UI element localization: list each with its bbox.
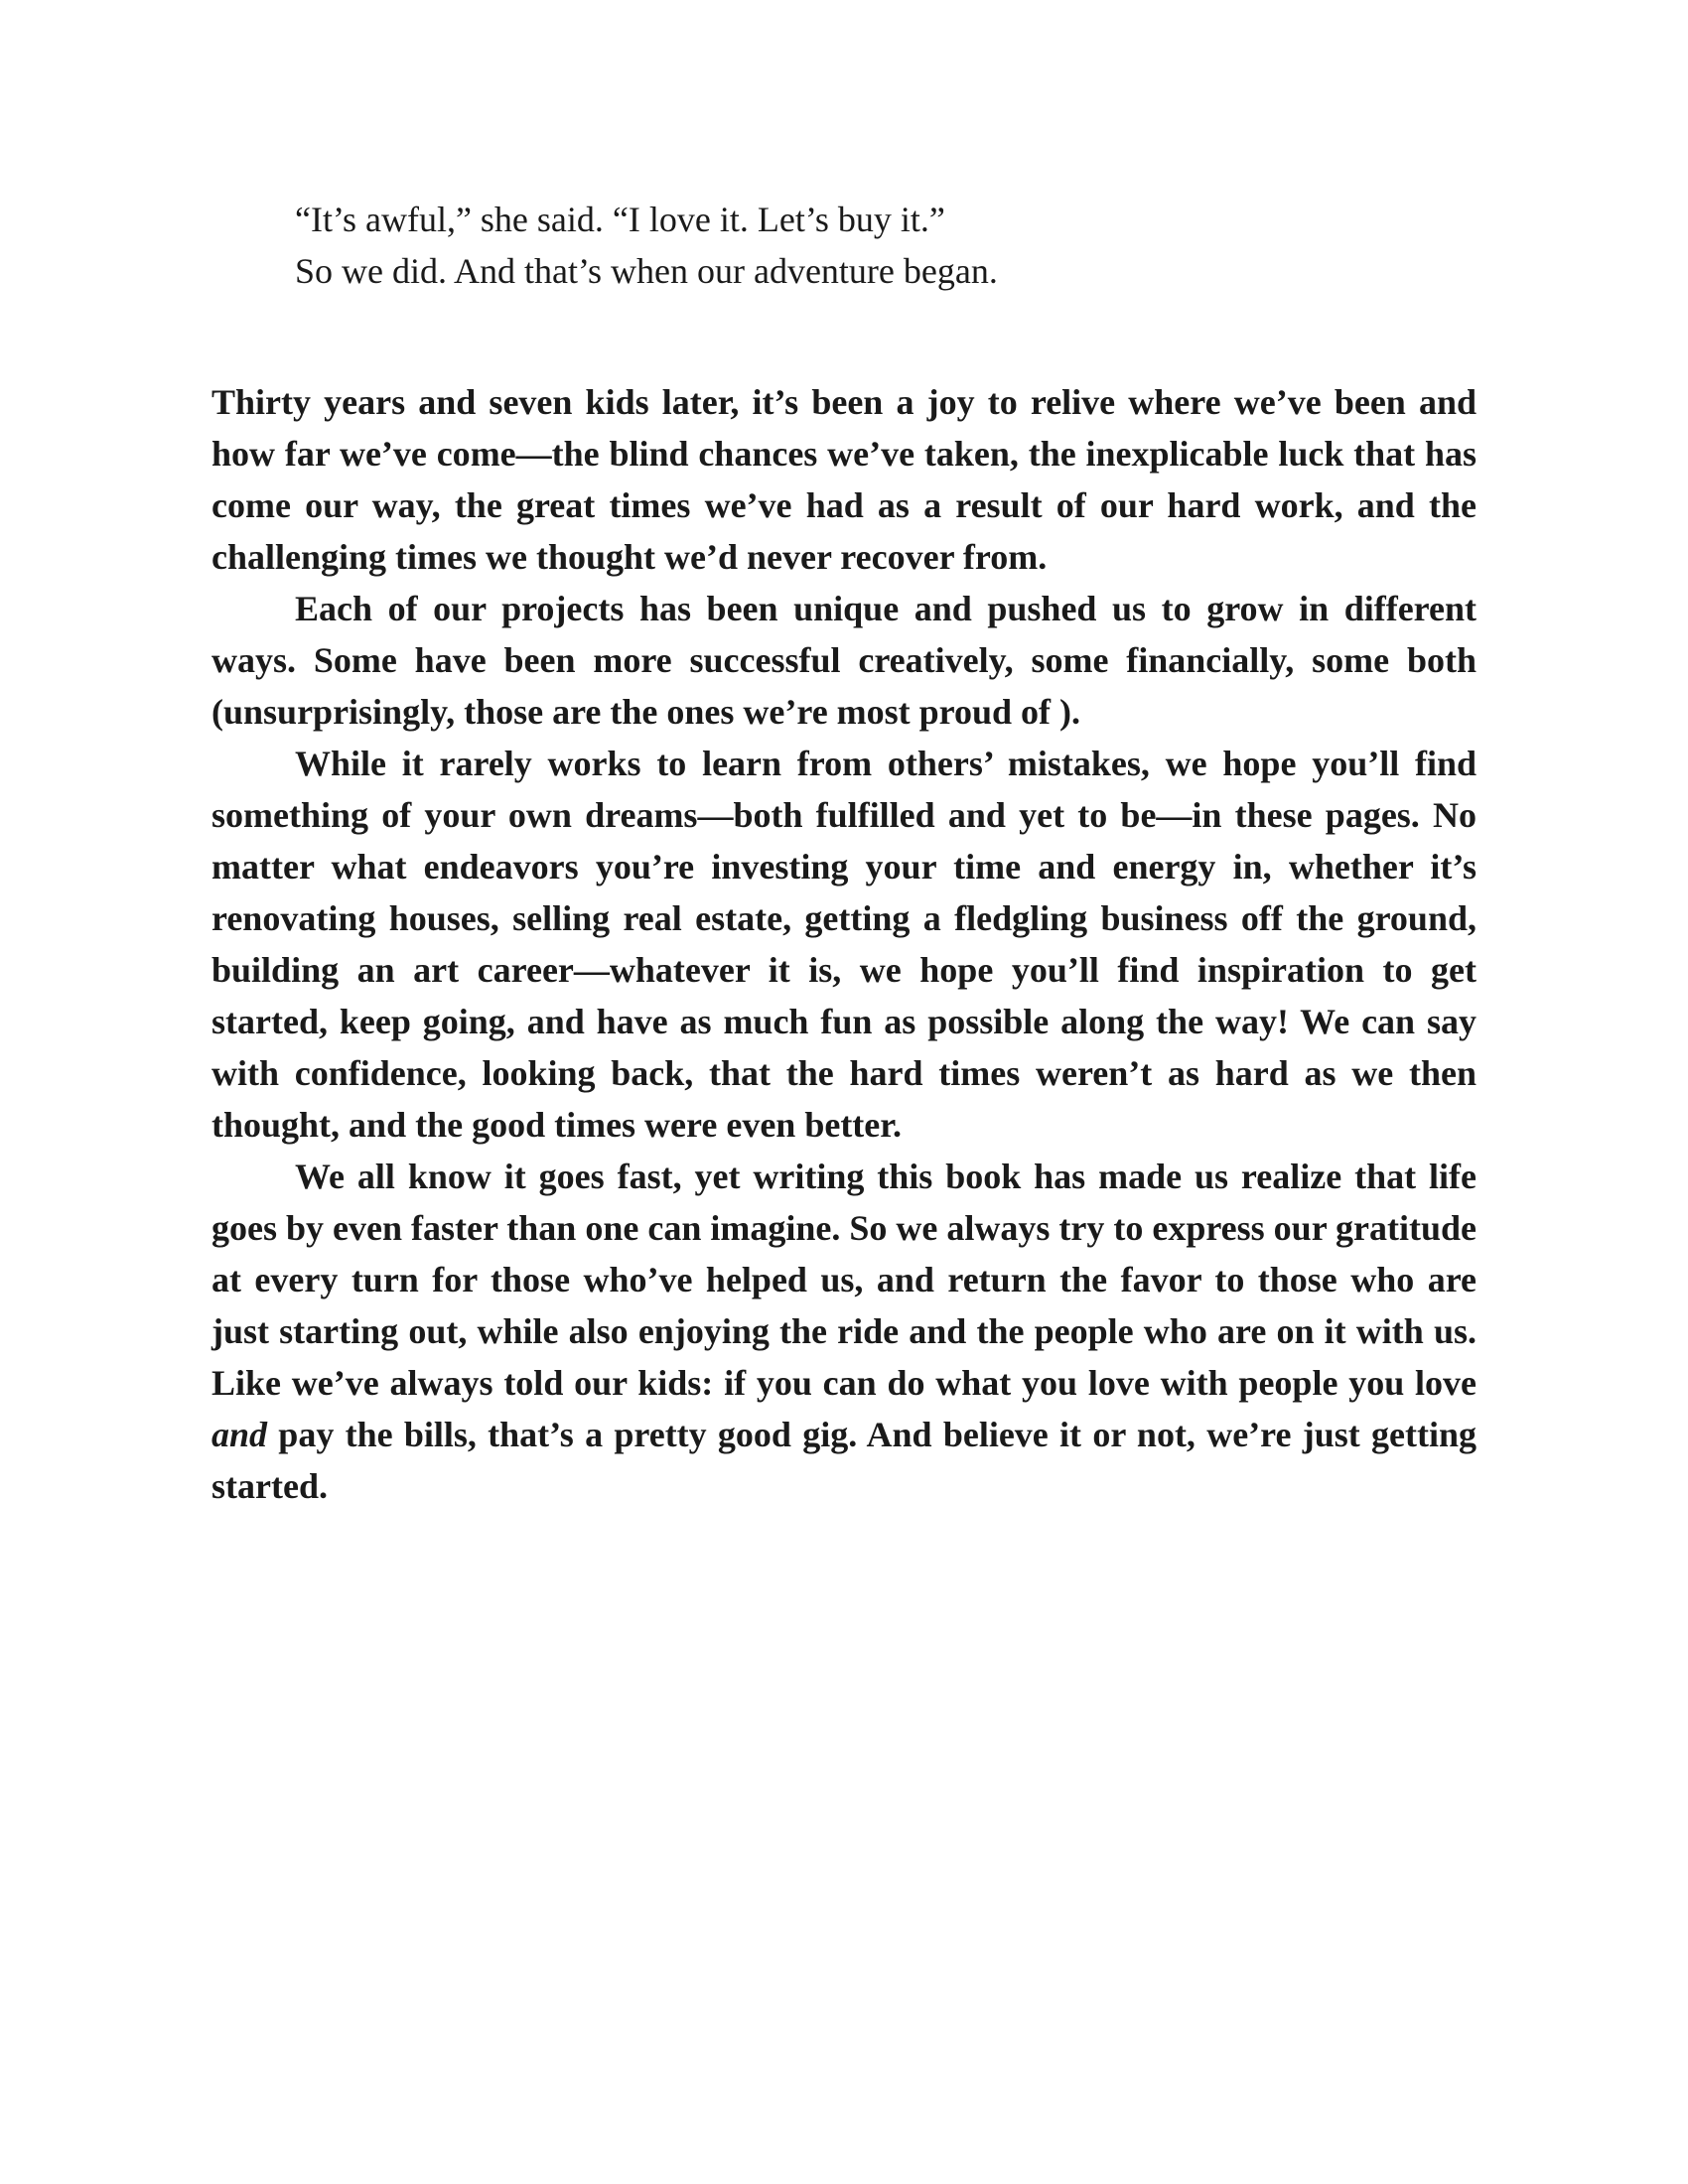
paragraph-1: Thirty years and seven kids later, it’s been a joy to relive where we’ve been and how far we’ve come—the blind chances we’ve taken, the inexplicable luck that has come our way, the great times we’ve had as a result of our hard work, and the challenging times we thought we’d never recover from.	[211, 382, 1477, 577]
intro-line-1: “It’s awful,” she said. “I love it. Let’s buy it.”	[295, 200, 945, 239]
paragraph-4-part-1: We all know it goes fast, yet writing this book has made us realize that life goes by even faster than one can imagine. So we always try to express our gratitude at every turn for those who’ve helped us, and return the favor to those who are just starting out, while also enjoying the ride and the people who are on it with us. Like we’ve always told our kids: if you can do what you love with people you love	[211, 1157, 1477, 1403]
document-page	[211, 194, 1477, 1512]
paragraph-4-emphasis: and	[211, 1415, 268, 1454]
intro-dialogue	[211, 194, 1477, 297]
body-text	[211, 376, 1477, 1512]
paragraph-4	[211, 1151, 1477, 1512]
paragraph-2: Each of our projects has been unique and pushed us to grow in different ways. Some have been more successful creatively, some financially, some both (unsurprisingly, those are the ones we’re most proud of ).	[211, 589, 1477, 732]
paragraph-4-part-2: pay the bills, that’s a pretty good gig. And believe it or not, we’re just getting started.	[211, 1415, 1477, 1506]
paragraph-3: While it rarely works to learn from others’ mistakes, we hope you’ll find something of your own dreams—both fulfilled and yet to be—in these pages. No matter what endeavors you’re investing your time and energy in, whether it’s renovating houses, selling real estate, getting a fledgling business off the ground, building an art career—whatever it is, we hope you’ll find inspiration to get started, keep going, and have as much fun as possible along the way! We can say with confidence, looking back, that the hard times weren’t as hard as we then thought, and the good times were even better.	[211, 744, 1477, 1145]
intro-line-2: So we did. And that’s when our adventure began.	[295, 251, 998, 291]
